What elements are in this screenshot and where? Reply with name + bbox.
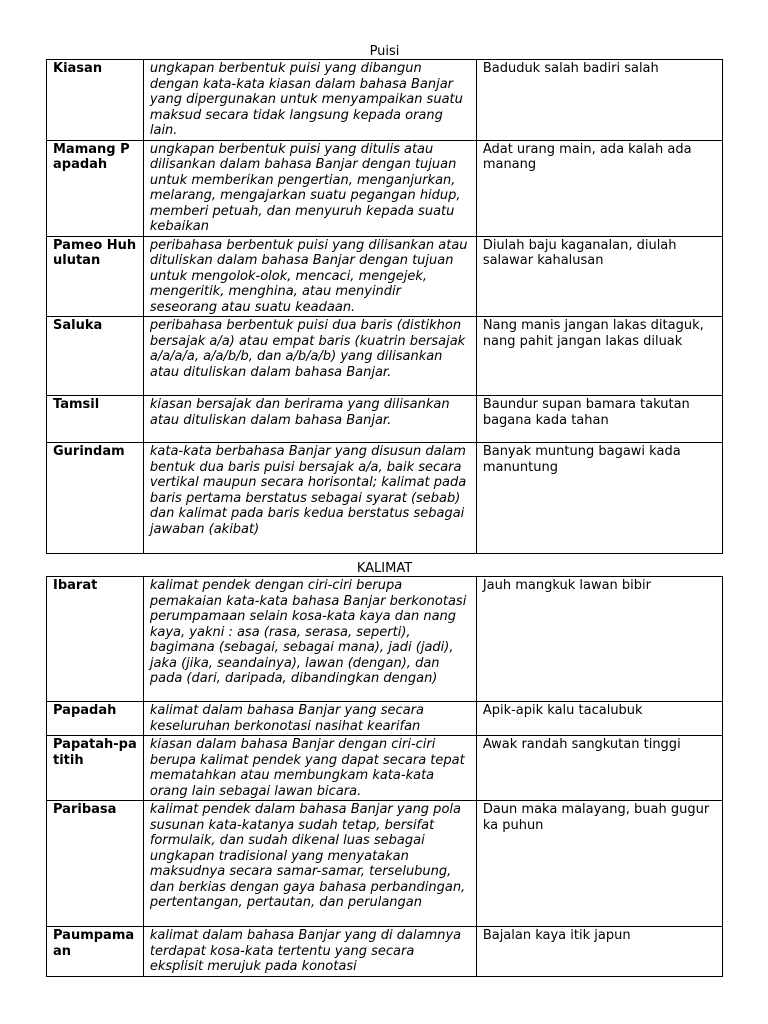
term-cell: Ibarat (47, 577, 144, 702)
puisi-table (46, 59, 723, 554)
puisi-section-title: Puisi (369, 44, 400, 59)
definition-cell: kiasan dalam bahasa Banjar dengan ciri-ciri berupa kalimat pendek yang dapat secara tepat mematahkan atau membungkam kata-kata orang lain sebagai lawan bicara. (143, 736, 476, 801)
table-row (47, 736, 723, 801)
definition-cell: peribahasa berbentuk puisi yang dilisankan atau dituliskan dalam bahasa Banjar dengan tujuan untuk mengolok-olok, mencaci, mengejek, mengeritik, menghina, atau menyindir seseorang atau suatu keadaan. (143, 236, 476, 317)
term-cell: Tamsil (47, 396, 144, 443)
example-cell: Banyak muntung bagawi kada manuntung (476, 443, 722, 554)
example-cell: Awak randah sangkutan tinggi (476, 736, 722, 801)
term-cell: Papatah-patitih (47, 736, 144, 801)
table-row (47, 702, 723, 736)
definition-cell: kalimat dalam bahasa Banjar yang di dalamnya terdapat kosa-kata tertentu yang secara eksplisit merujuk pada konotasi (143, 927, 476, 977)
table-row (47, 577, 723, 702)
term-cell: Saluka (47, 317, 144, 396)
example-cell: Diulah baju kaganalan, diulah salawar kahalusan (476, 236, 722, 317)
term-cell: Pameo Huhulutan (47, 236, 144, 317)
table-row (47, 396, 723, 443)
table-row (47, 236, 723, 317)
kalimat-section-title: KALIMAT (356, 561, 413, 576)
definition-cell: kalimat pendek dengan ciri-ciri berupa pemakaian kata-kata bahasa Banjar berkonotasi perumpamaan selain kosa-kata kaya dan nang kaya, yakni : asa (rasa, serasa, seperti), bagimana (sebagai, sebagai mana), jadi (jadi), jaka (jika, seandainya), lawan (dengan), dan pada (dari, daripada, dibandingkan dengan) (143, 577, 476, 702)
table-row (47, 140, 723, 236)
table-row (47, 60, 723, 141)
term-cell: Gurindam (47, 443, 144, 554)
example-cell: Baduduk salah badiri salah (476, 60, 722, 141)
table-row (47, 801, 723, 927)
definition-cell: peribahasa berbentuk puisi dua baris (distikhon bersajak a/a) atau empat baris (kuatrin bersajak a/a/a/a, a/a/b/b, dan a/b/a/b) yang dilisankan atau dituliskan dalam bahasa Banjar. (143, 317, 476, 396)
kalimat-table (46, 576, 723, 977)
example-cell: Apik-apik kalu tacalubuk (476, 702, 722, 736)
definition-cell: ungkapan berbentuk puisi yang dibangun dengan kata-kata kiasan dalam bahasa Banjar yang dipergunakan untuk menyampaikan suatu maksud secara tidak langsung kepada orang lain. (143, 60, 476, 141)
example-cell: Nang manis jangan lakas ditaguk, nang pahit jangan lakas diluak (476, 317, 722, 396)
term-cell: Paribasa (47, 801, 144, 927)
table-row (47, 317, 723, 396)
example-cell: Adat urang main, ada kalah ada manang (476, 140, 722, 236)
term-cell: Mamang Papadah (47, 140, 144, 236)
table-row (47, 443, 723, 554)
example-cell: Bajalan kaya itik japun (476, 927, 722, 977)
definition-cell: kalimat dalam bahasa Banjar yang secara keseluruhan berkonotasi nasihat kearifan (143, 702, 476, 736)
example-cell: Baundur supan bamara takutan bagana kada tahan (476, 396, 722, 443)
term-cell: Paumpamaan (47, 927, 144, 977)
definition-cell: kiasan bersajak dan berirama yang dilisankan atau dituliskan dalam bahasa Banjar. (143, 396, 476, 443)
definition-cell: ungkapan berbentuk puisi yang ditulis atau dilisankan dalam bahasa Banjar dengan tujuan untuk memberikan pengertian, menganjurkan, melarang, mengajarkan suatu pegangan hidup, memberi petuah, dan menyuruh kepada suatu kebaikan (143, 140, 476, 236)
term-cell: Kiasan (47, 60, 144, 141)
table-row (47, 927, 723, 977)
example-cell: Daun maka malayang, buah gugur ka puhun (476, 801, 722, 927)
definition-cell: kalimat pendek dalam bahasa Banjar yang pola susunan kata-katanya sudah tetap, bersifat formulaik, dan sudah dikenal luas sebagai ungkapan tradisional yang menyatakan maksudnya secara samar-samar, terselubung, dan berkias dengan gaya bahasa perbandingan, pertentangan, pertautan, dan perulangan (143, 801, 476, 927)
term-cell: Papadah (47, 702, 144, 736)
example-cell: Jauh mangkuk lawan bibir (476, 577, 722, 702)
definition-cell: kata-kata berbahasa Banjar yang disusun dalam bentuk dua baris puisi bersajak a/a, baik secara vertikal maupun secara horisontal; kalimat pada baris pertama berstatus sebagai syarat (sebab) dan kalimat pada baris kedua berstatus sebagai jawaban (akibat) (143, 443, 476, 554)
